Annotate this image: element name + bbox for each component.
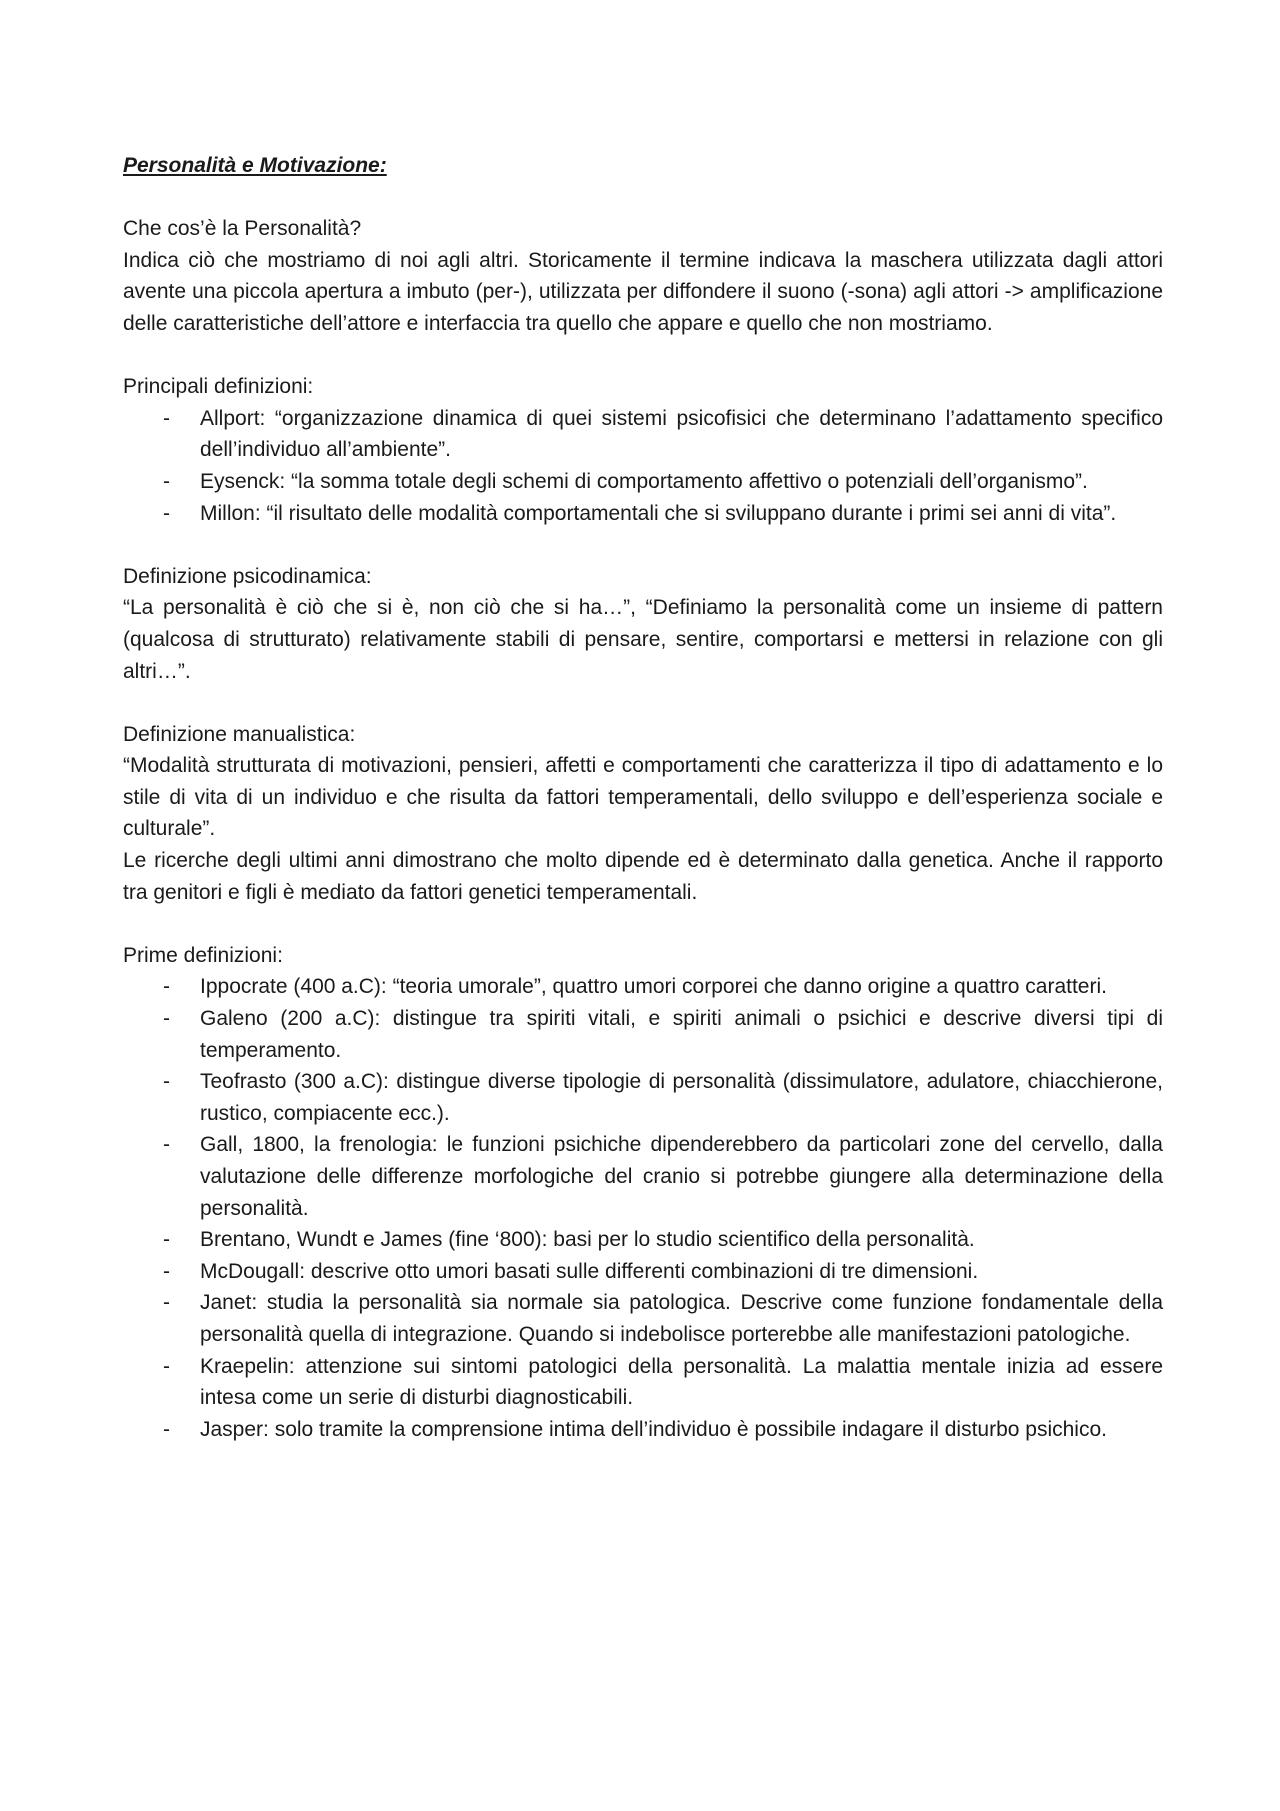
intro-question: Che cos’è la Personalità? xyxy=(123,217,362,241)
dash-bullet: - xyxy=(163,1354,170,1378)
list-item xyxy=(123,1351,1163,1414)
prime-list xyxy=(123,971,1163,1445)
psicodinamica-heading: Definizione psicodinamica: xyxy=(123,564,372,588)
dash-bullet: - xyxy=(163,501,170,525)
manualistica-heading: Definizione manualistica: xyxy=(123,722,356,746)
list-item xyxy=(123,1066,1163,1129)
list-item-text: Teofrasto (300 a.C): distingue diverse tipologie di personalità (dissimulatore, adulatore, chiacchierone, rustico, compiacente ecc.). xyxy=(200,1070,1163,1125)
list-item-text: Janet: studia la personalità sia normale sia patologica. Descrive come funzione fondamentale della personalità quella di integrazione. Quando si indebolisce porterebbe alle manifestazioni patologiche. xyxy=(200,1291,1163,1346)
spacer xyxy=(123,908,1163,940)
dash-bullet: - xyxy=(163,1291,170,1315)
document-page xyxy=(123,150,1163,1445)
list-item xyxy=(123,1003,1163,1066)
list-item xyxy=(123,1414,1163,1446)
spacer xyxy=(123,529,1163,561)
list-item xyxy=(123,498,1163,530)
spacer xyxy=(123,687,1163,719)
list-item xyxy=(123,1256,1163,1288)
dash-bullet: - xyxy=(163,406,170,430)
list-item-text: Jasper: solo tramite la comprensione intima dell’individuo è possibile indagare il disturbo psichico. xyxy=(200,1417,1107,1441)
dash-bullet: - xyxy=(163,1133,170,1157)
list-item-text: Gall, 1800, la frenologia: le funzioni psichiche dipenderebbero da particolari zone del cervello, dalla valutazione delle differenze morfologiche del cranio si potrebbe giungere alla determinazione della personalità. xyxy=(200,1133,1163,1220)
list-item xyxy=(123,971,1163,1003)
list-item xyxy=(123,403,1163,466)
dash-bullet: - xyxy=(163,1070,170,1094)
list-item-text: Allport: “organizzazione dinamica di quei sistemi psicofisici che determinano l’adattamento specifico dell’individuo all’ambiente”. xyxy=(200,406,1163,462)
principali-heading: Principali definizioni: xyxy=(123,375,314,399)
list-item-text: Ippocrate (400 a.C): “teoria umorale”, quattro umori corporei che danno origine a quattro caratteri. xyxy=(200,975,1107,999)
list-item-text: Millon: “il risultato delle modalità comportamentali che si sviluppano durante i primi sei anni di vita”. xyxy=(200,501,1117,525)
list-item-text: Kraepelin: attenzione sui sintomi patologici della personalità. La malattia mentale inizia ad essere intesa come un serie di disturbi diagnosticabili. xyxy=(200,1354,1163,1410)
document-title: Personalità e Motivazione: xyxy=(123,154,387,177)
manualistica-paragraph: “Modalità strutturata di motivazioni, pensieri, affetti e comportamenti che caratterizza il tipo di adattamento e lo stile di vita di un individuo e che risulta da fattori temperamentali, dello sviluppo e dell’esperienza sociale e culturale”. xyxy=(123,754,1163,841)
spacer xyxy=(123,340,1163,372)
dash-bullet: - xyxy=(163,469,170,493)
psicodinamica-paragraph: “La personalità è ciò che si è, non ciò che si ha…”, “Definiamo la personalità come un insieme di pattern (qualcosa di strutturato) relativamente stabili di pensare, sentire, comportarsi e mettersi in relazione con gli altri…”. xyxy=(123,596,1163,683)
principali-list xyxy=(123,403,1163,529)
list-item xyxy=(123,1224,1163,1256)
dash-bullet: - xyxy=(163,1007,170,1031)
list-item-text: Eysenck: “la somma totale degli schemi di comportamento affettivo o potenziali dell’organismo”. xyxy=(200,469,1088,493)
list-item-text: Galeno (200 a.C): distingue tra spiriti vitali, e spiriti animali o psichici e descrive diversi tipi di temperamento. xyxy=(200,1007,1163,1062)
prime-heading: Prime definizioni: xyxy=(123,943,283,967)
list-item xyxy=(123,1287,1163,1350)
list-item-text: Brentano, Wundt e James (fine ‘800): basi per lo studio scientifico della personalità. xyxy=(200,1228,975,1252)
dash-bullet: - xyxy=(163,975,170,999)
list-item-text: McDougall: descrive otto umori basati sulle differenti combinazioni di tre dimensioni. xyxy=(200,1259,979,1283)
manualistica-paragraph-2: Le ricerche degli ultimi anni dimostrano che molto dipende ed è determinato dalla genetica. Anche il rapporto tra genitori e figli è mediato da fattori genetici temperamentali. xyxy=(123,849,1163,904)
dash-bullet: - xyxy=(163,1417,170,1441)
intro-paragraph: Indica ciò che mostriamo di noi agli altri. Storicamente il termine indicava la maschera utilizzata dagli attori avente una piccola apertura a imbuto (per-), utilizzata per diffondere il suono (-sona) agli attori -> amplificazione delle caratteristiche dell’attore e interfaccia tra quello che appare e quello che non mostriamo. xyxy=(123,248,1163,335)
list-item xyxy=(123,1129,1163,1224)
list-item xyxy=(123,466,1163,498)
dash-bullet: - xyxy=(163,1228,170,1252)
dash-bullet: - xyxy=(163,1259,170,1283)
